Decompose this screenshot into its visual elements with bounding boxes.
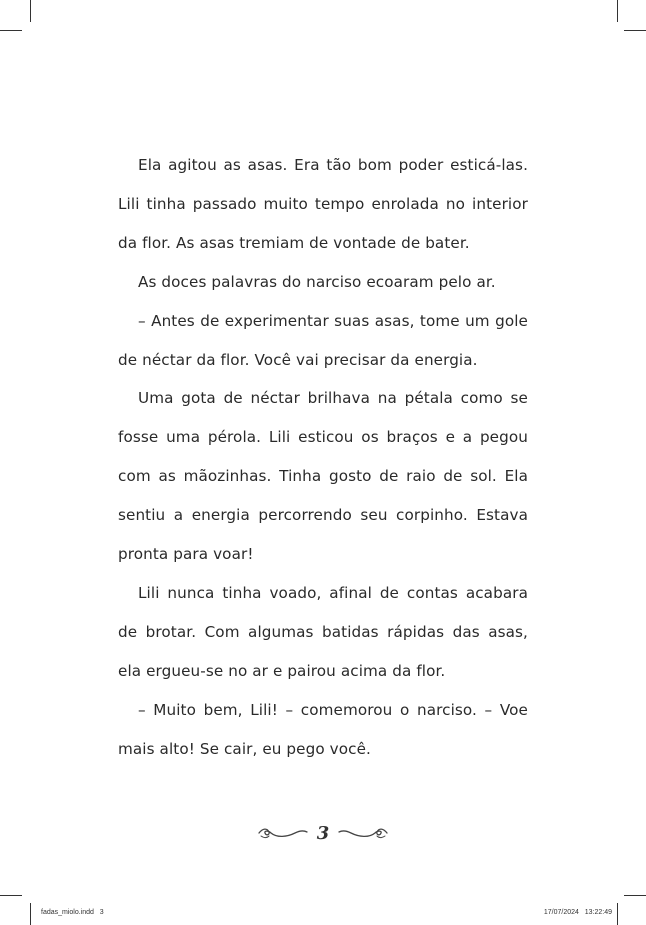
paragraph: – Antes de experimentar suas asas, tome um gole de néctar da flor. Você vai precisar da energia.: [118, 311, 528, 369]
page-number: 3: [316, 822, 330, 844]
swirl-ornament-icon: [337, 826, 389, 840]
paragraph: Lili nunca tinha voado, afinal de contas acabara de brotar. Com algumas batidas rápidas das asas, ela ergueu-se no ar e pairou acima da flor.: [118, 583, 528, 680]
paragraph: Ela agitou as asas. Era tão bom poder esticá-las. Lili tinha passado muito tempo enrolada no interior da flor. As asas tremiam de vontade de bater.: [118, 156, 528, 252]
swirl-ornament-icon: [257, 826, 309, 840]
slug-file-label: fadas_miolo.indd 3: [41, 909, 104, 916]
crop-mark: [0, 895, 22, 896]
folio: [0, 818, 646, 848]
crop-mark: [617, 903, 618, 925]
paragraph: As doces palavras do narciso ecoaram pelo ar.: [138, 272, 496, 291]
crop-mark: [30, 903, 31, 925]
crop-mark: [624, 30, 646, 31]
slug-timestamp: 17/07/2024 13:22:49: [543, 909, 612, 916]
crop-mark: [30, 0, 31, 22]
crop-mark: [0, 30, 22, 31]
body-text: [118, 146, 528, 769]
paragraph: Uma gota de néctar brilhava na pétala como se fosse uma pérola. Lili esticou os braços e a pegou com as mãozinhas. Tinha gosto de raio de sol. Ela sentiu a energia percorrendo seu corpinho. Estava pronta para voar!: [118, 389, 528, 564]
crop-mark: [617, 0, 618, 22]
crop-mark: [624, 895, 646, 896]
paragraph: – Muito bem, Lili! – comemorou o narciso. – Voe mais alto! Se cair, eu pego você.: [118, 700, 528, 758]
